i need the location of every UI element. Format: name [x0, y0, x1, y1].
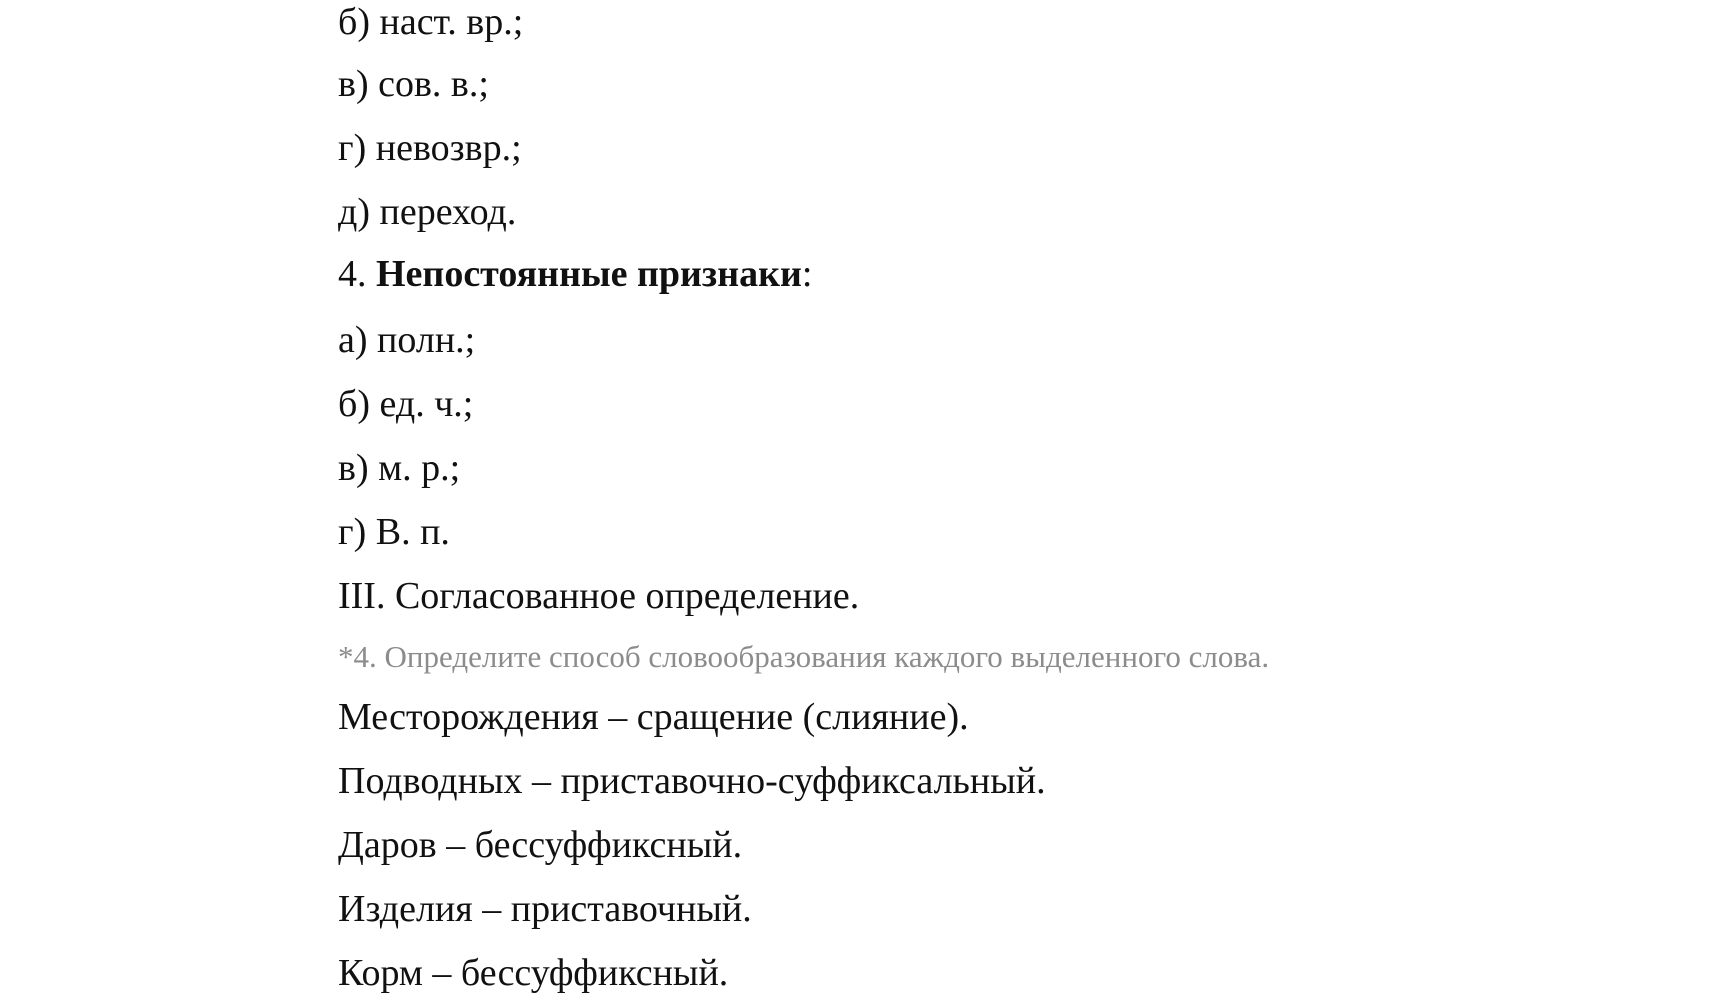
answer-line: Изделия – приставочный.: [338, 888, 752, 930]
section-4-number: 4.: [338, 253, 367, 295]
section-4-item-a: а) полн.;: [338, 319, 476, 361]
list-item-d: д) переход.: [338, 191, 517, 233]
section-4-item-b: б) ед. ч.;: [338, 383, 474, 425]
answer-line: Подводных – приставочно-суффиксальный.: [338, 760, 1046, 802]
conclusion-line: III. Согласованное определение.: [338, 575, 860, 617]
section-4-title: Непостоянные признаки: [376, 253, 802, 295]
list-item-v: в) сов. в.;: [338, 63, 489, 105]
section-4-colon: :: [801, 253, 813, 295]
section-4-item-g: г) В. п.: [338, 511, 450, 553]
section-4-item-v: в) м. р.;: [338, 447, 461, 489]
answer-line: Месторождения – сращение (слияние).: [338, 696, 969, 738]
task-prompt: *4. Определите способ словообразования каждого выделенного слова.: [338, 639, 1270, 674]
answer-line: Корм – бессуффиксный.: [338, 952, 729, 994]
section-4-heading: [338, 252, 812, 296]
list-item-b: б) наст. вр.;: [338, 1, 524, 43]
answer-line: Даров – бессуффиксный.: [338, 824, 743, 866]
document-page: [338, 0, 1709, 1000]
list-item-g: г) невозвр.;: [338, 127, 522, 169]
